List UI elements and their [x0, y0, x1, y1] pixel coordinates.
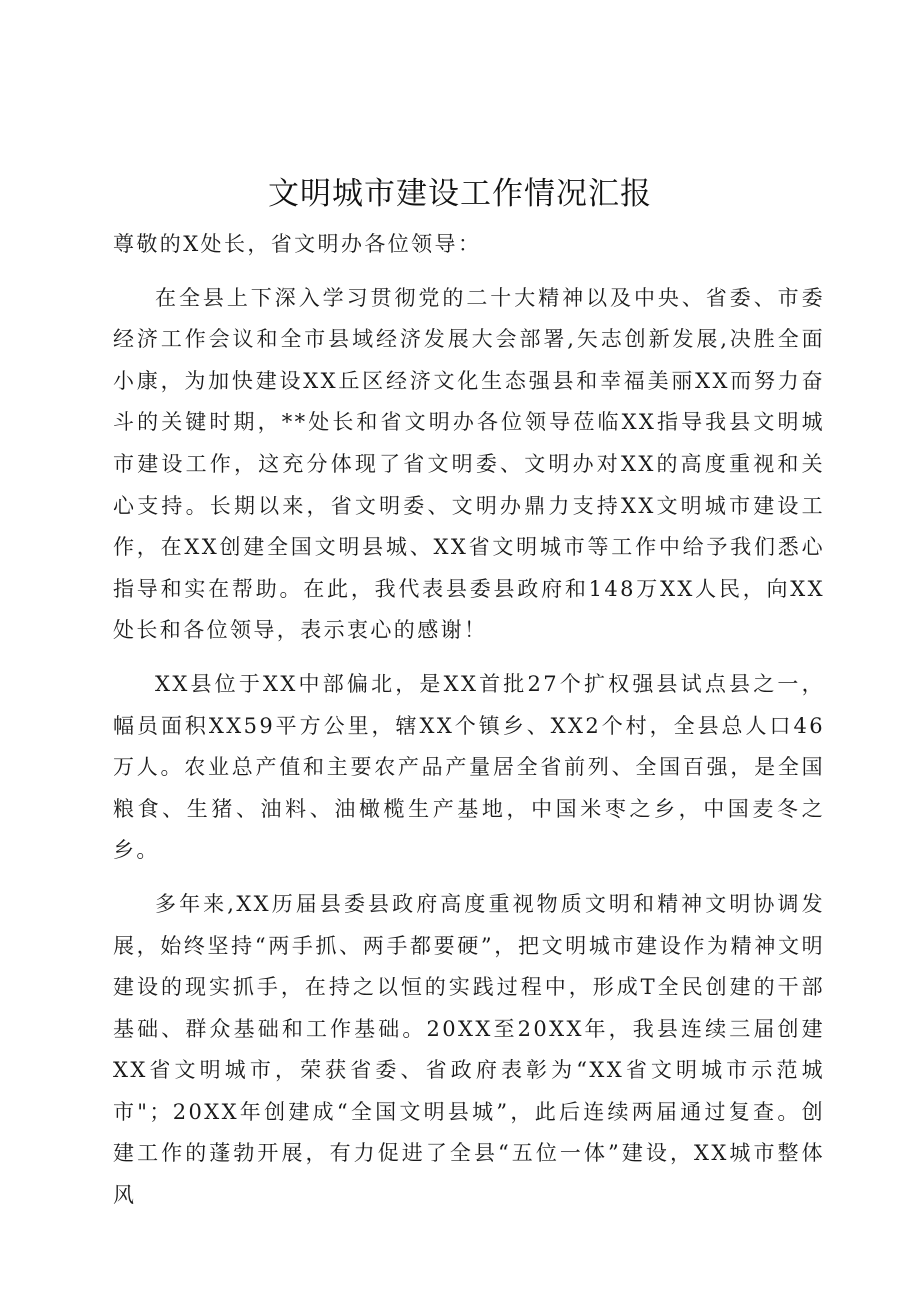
paragraph-3: 多年来,XX历届县委县政府高度重视物质文明和精神文明协调发展，始终坚持“两手抓、两手都要硬”，把文明城市建设作为精神文明建设的现实抓手，在持之以恒的实践过程中，形成T全民创建的干部基础、群众基础和工作基础。20XX至20XX年，我县连续三届创建XX省文明城市，荣获省委、省政府表彰为“XX省文明城市示范城市"；20XX年创建成“全国文明县城”，此后连续两届通过复查。创建工作的蓬勃开展，有力促进了全县“五位一体”建设，XX城市整体风 [113, 891, 825, 1208]
paragraph-1: 在全县上下深入学习贯彻党的二十大精神以及中央、省委、市委经济工作会议和全市县域经济发展大会部署,矢志创新发展,决胜全面小康，为加快建设XX丘区经济文化生态强县和幸福美丽XX而努力奋斗的关键时期，**处长和省文明办各位领导莅临XX指导我县文明城市建设工作，这充分体现了省文明委、文明办对XX的高度重视和关心支持。长期以来，省文明委、文明办鼎力支持XX文明城市建设工作，在XX创建全国文明县城、XX省文明城市等工作中给予我们悉心指导和实在帮助。在此，我代表县委县政府和148万XX人民，向XX处长和各位领导，表示衷心的感谢！ [113, 285, 825, 643]
salutation: 尊敬的X处长，省文明办各位领导： [113, 232, 482, 256]
document-title: 文明城市建设工作情况汇报 [268, 176, 652, 212]
paragraph-2: XX县位于XX中部偏北，是XX首批27个扩权强县试点县之一，幅员面积XX59平方公里，辖XX个镇乡、XX2个村，全县总人口46万人。农业总产值和主要农产品产量居全省前列、全国百强，是全国粮食、生猪、油料、油橄榄生产基地，中国米枣之乡，中国麦冬之乡。 [113, 671, 825, 863]
document-body [113, 224, 825, 1217]
